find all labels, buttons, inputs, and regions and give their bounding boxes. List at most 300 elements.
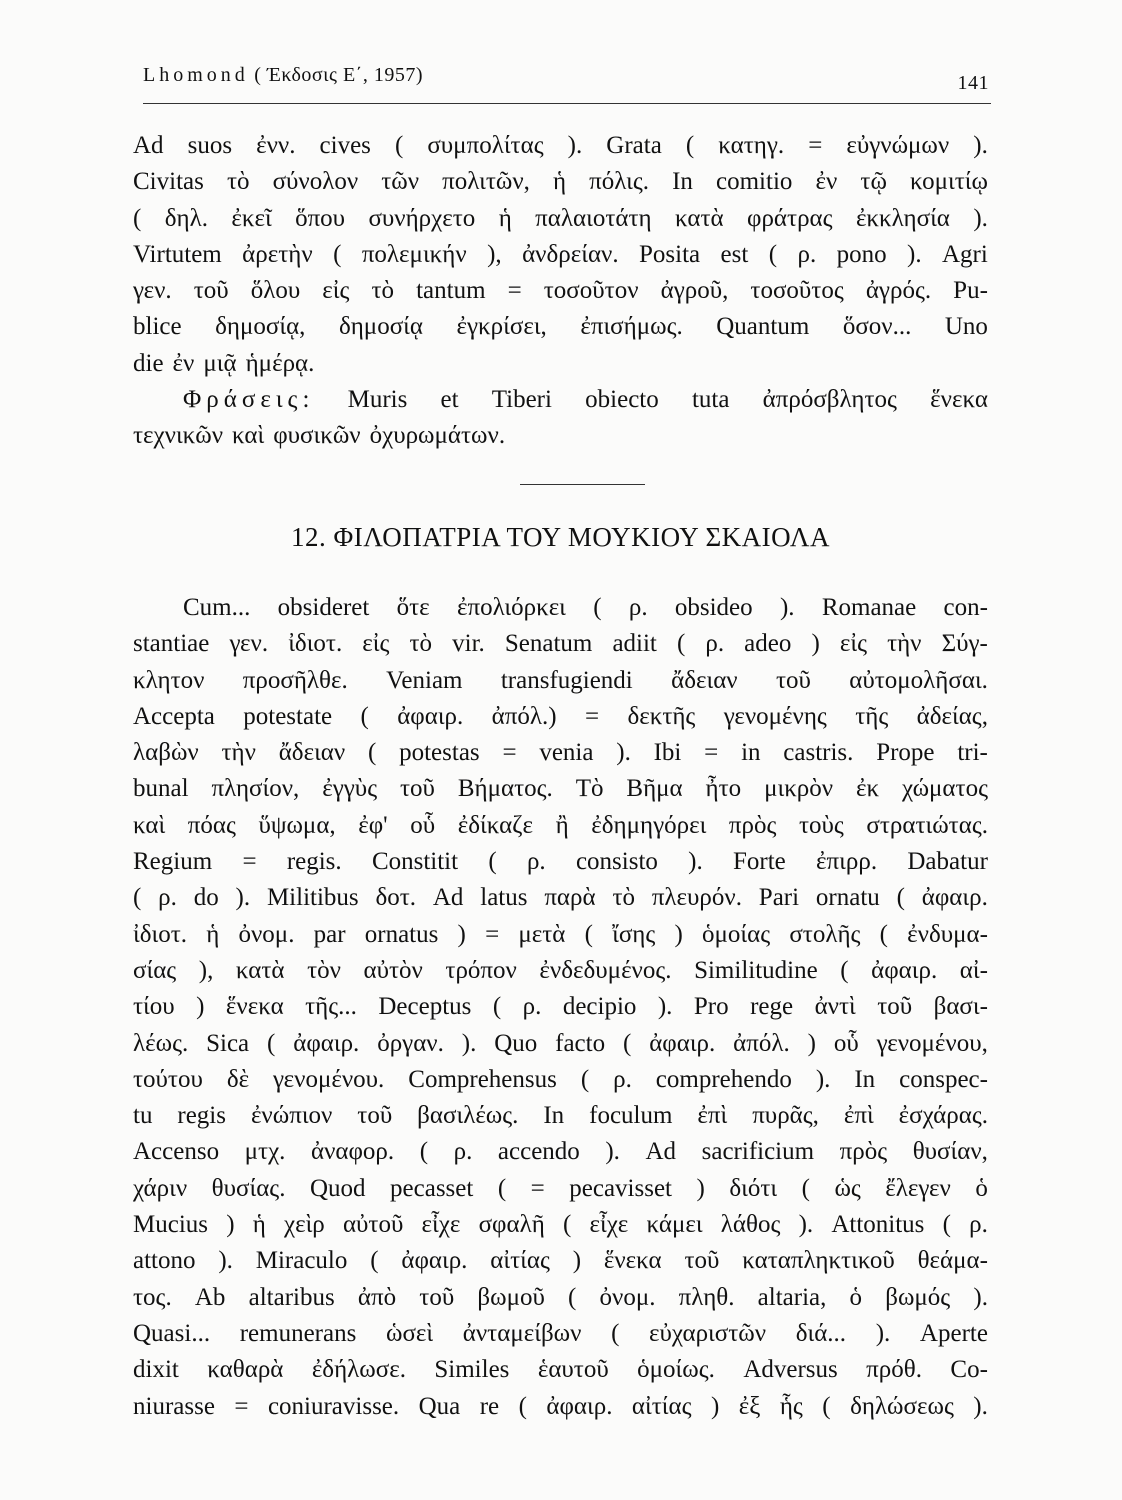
word: Tiberi	[491, 386, 552, 414]
word: βωμοῦ	[477, 1283, 545, 1311]
word: ἐγγὺς	[322, 775, 378, 803]
word: (	[497, 1174, 507, 1202]
word: (	[488, 848, 497, 876]
word: (	[568, 1283, 577, 1311]
word: ἐκ	[856, 775, 880, 803]
header-rule	[143, 103, 991, 104]
word: ἐν	[815, 168, 838, 196]
word: foculum	[589, 1102, 673, 1130]
text-line	[133, 663, 988, 699]
word: τρόπον	[445, 956, 517, 984]
word: μετὰ	[518, 920, 566, 948]
word: πυρᾶς,	[752, 1102, 819, 1130]
word: (	[133, 204, 142, 232]
word: obsideo	[674, 594, 753, 621]
word: Forte	[733, 848, 786, 876]
word: ἐξ	[738, 1392, 761, 1420]
word: μιᾷ	[203, 349, 237, 377]
word: ἐδημηγόρει	[591, 811, 707, 839]
word: ἀντὶ	[814, 993, 856, 1021]
word: ἀφαιρ.	[401, 1247, 468, 1275]
word: εἰς	[322, 277, 350, 305]
word: die	[133, 349, 164, 377]
word: (	[942, 1211, 951, 1239]
word: ἡ	[498, 204, 512, 232]
word: ὀχυρωμάτων.	[369, 422, 506, 450]
word: (	[562, 1211, 572, 1239]
word: (	[360, 702, 369, 730]
word: Virtutem	[133, 240, 222, 268]
word: ἐπολιόρκει	[456, 594, 566, 621]
word: οὗ	[833, 1029, 859, 1057]
text-line	[133, 1026, 988, 1062]
word: ἐπὶ	[843, 1102, 874, 1130]
section-separator	[520, 484, 645, 485]
word: τὸ	[409, 630, 433, 658]
word: accendo	[497, 1138, 580, 1166]
word: Pari	[758, 884, 800, 912]
vocabulary-notes-12	[133, 590, 988, 1425]
word: τῶν	[381, 168, 420, 196]
word: latus	[480, 884, 528, 912]
word: ἀφαιρ.	[871, 956, 938, 984]
word: Dabatur	[907, 848, 988, 876]
word: Τὸ	[575, 775, 604, 803]
word: προσῆλθε.	[242, 666, 348, 694]
word: Prope	[876, 739, 935, 767]
word: Civitas	[133, 168, 204, 196]
word: κλητον	[133, 666, 205, 694]
word: ὁ	[975, 1174, 988, 1202]
word: ).	[461, 1029, 477, 1057]
word: consisto	[575, 848, 658, 876]
word: =	[242, 848, 257, 876]
word: tantum	[416, 277, 486, 305]
word: ρ.	[705, 630, 725, 658]
word: ἐνδεδυμένος.	[539, 956, 672, 984]
text-line	[133, 418, 988, 454]
word: τοῦ	[419, 1283, 455, 1311]
word: τοῦ	[684, 1247, 720, 1275]
word: ἀνταμείβων	[462, 1319, 582, 1347]
word: ἐπὶ	[697, 1102, 728, 1130]
word: τὸ	[371, 277, 395, 305]
word: Attonitus	[831, 1211, 925, 1239]
text-line	[133, 953, 988, 989]
word: Militibus	[266, 884, 359, 912]
word: χώματος	[902, 775, 988, 803]
word: γεν.	[133, 277, 172, 305]
word: ὀνομ.	[599, 1283, 656, 1311]
word: (	[368, 739, 377, 767]
word: ἀφαιρ.	[649, 1029, 716, 1057]
word: conspec-	[899, 1065, 988, 1093]
word: βωμός	[885, 1283, 951, 1311]
header-source	[143, 64, 423, 87]
word: θυσίαν,	[912, 1138, 988, 1166]
word: =	[485, 920, 500, 948]
word: ἐδήλωσε.	[311, 1356, 406, 1384]
word: par	[313, 920, 346, 948]
word: αὐτομολῆσαι.	[849, 666, 988, 694]
word: καὶ	[232, 422, 265, 450]
word: σφαλῆ	[478, 1211, 545, 1239]
word: τεχνικῶν	[133, 422, 224, 450]
word: συνήρχετο	[368, 204, 476, 232]
word: γενομένου.	[273, 1065, 385, 1093]
word: αἰ-	[959, 956, 988, 984]
word: ἀδείας,	[916, 702, 988, 730]
word: ἰδιοτ.	[288, 630, 343, 658]
word: χάριν	[133, 1174, 188, 1202]
word: obiecto	[585, 386, 659, 414]
text-line	[133, 1062, 988, 1098]
word: ἐκκλησία	[855, 204, 950, 232]
word: συμπολίτας	[427, 132, 544, 159]
word: )	[811, 630, 820, 658]
word: ἀφαιρ.	[921, 884, 988, 912]
word: σίας	[133, 956, 177, 984]
word: ἐγκρίσει,	[456, 313, 547, 341]
word: con-	[943, 594, 988, 621]
text-line	[133, 346, 988, 382]
phrases-label: Φράσεις:	[183, 386, 315, 414]
word: ἐδίκαζε	[457, 811, 534, 839]
word: =	[704, 739, 719, 767]
word: μικρὸν	[764, 775, 834, 803]
text-line	[133, 844, 988, 880]
word: ἐφ'	[358, 811, 388, 839]
word: =	[530, 1174, 545, 1202]
word: ὀνομ.	[238, 920, 295, 948]
word: Miraculo	[255, 1247, 348, 1275]
word: πλευρόν.	[651, 884, 742, 912]
text-line	[133, 1280, 988, 1316]
word: )	[572, 1247, 582, 1275]
word: Senatum	[504, 630, 593, 658]
word: ἡ	[553, 168, 567, 196]
word: εἶχε	[589, 1211, 629, 1239]
word: ὁμοίας	[702, 920, 771, 948]
text-line	[133, 309, 988, 345]
word: ἕνεκα	[930, 386, 988, 414]
word: δεκτῆς	[627, 702, 696, 730]
word: tri-	[957, 739, 988, 767]
word: ).	[798, 1211, 814, 1239]
word: ὕψωμα,	[258, 811, 336, 839]
word: obsideret	[277, 594, 370, 621]
word: est	[720, 240, 749, 268]
word: Sica	[206, 1029, 250, 1057]
word: ἄδειαν	[278, 739, 346, 767]
word: Accenso	[133, 1138, 220, 1166]
word: pecasset	[390, 1174, 474, 1202]
word: τοῦ	[357, 1102, 393, 1130]
word: Quasi...	[133, 1319, 211, 1347]
word: Βῆμα	[626, 775, 683, 803]
word: (	[580, 1065, 590, 1093]
text-line	[133, 1316, 988, 1352]
word: ἰδιοτ.	[133, 920, 188, 948]
word: suos	[187, 132, 233, 159]
word: ἀρετὴν	[242, 240, 313, 268]
word: αἰτίας	[490, 1247, 550, 1275]
word: αὐτὸν	[363, 956, 423, 984]
running-header	[143, 64, 991, 98]
word: ).	[779, 594, 795, 621]
text-line	[133, 1171, 988, 1207]
word: τίου	[133, 993, 175, 1021]
word: (	[822, 1392, 831, 1420]
word: Similes	[434, 1356, 510, 1384]
word: ἐνν.	[256, 132, 296, 159]
word: decipio	[562, 993, 637, 1021]
word: ἧς	[779, 1392, 803, 1420]
word: ὡσεὶ	[385, 1319, 434, 1347]
word: vir.	[452, 630, 485, 658]
word: χεὶρ	[283, 1211, 325, 1239]
word: τοσοῦτον	[543, 277, 639, 305]
word: adiit	[612, 630, 657, 658]
header-author: Lhomond	[143, 64, 249, 86]
word: potestate	[243, 702, 333, 730]
word: λέως.	[133, 1029, 189, 1057]
word: Ad	[133, 132, 164, 159]
word: ).	[973, 204, 988, 232]
word: potestas	[399, 739, 480, 767]
word: ὅλου	[250, 277, 301, 305]
word: tu	[133, 1102, 153, 1130]
word: τὸ	[612, 884, 635, 912]
word: In	[854, 1065, 876, 1093]
word: καταπληκτικοῦ	[742, 1247, 895, 1275]
word: τος.	[133, 1283, 172, 1311]
word: ἴσης	[612, 920, 656, 948]
word: διά...	[795, 1319, 847, 1347]
word: (	[611, 1319, 620, 1347]
word: In	[672, 168, 693, 196]
word: καὶ	[133, 811, 166, 839]
word: πόας	[187, 811, 236, 839]
word: καθαρὰ	[207, 1356, 284, 1384]
word: Uno	[944, 313, 988, 341]
word: ).	[567, 132, 583, 159]
word: γεν.	[229, 630, 269, 658]
word: ἀφαιρ.	[293, 1029, 360, 1057]
word: βασι-	[933, 993, 988, 1021]
text-line	[133, 273, 988, 309]
word: ἀναφορ.	[311, 1138, 395, 1166]
text-line	[133, 1134, 988, 1170]
word: ἡ	[252, 1211, 266, 1239]
word: )	[674, 920, 683, 948]
word: blice	[133, 313, 182, 341]
word: εὐχαριστῶν	[649, 1319, 767, 1347]
word: τὸ	[226, 168, 250, 196]
word: ).	[235, 884, 251, 912]
word: φράτρας	[747, 204, 833, 232]
word: (	[896, 884, 905, 912]
word: ἐνώπιον	[250, 1102, 333, 1130]
word: ).	[907, 240, 922, 268]
word: ρ.	[969, 1211, 988, 1239]
word: γενομένης	[723, 702, 827, 730]
word: do	[193, 884, 219, 912]
word: (	[801, 1174, 810, 1202]
word: ρ.	[522, 993, 542, 1021]
word: παλαιοτάτη	[535, 204, 652, 232]
word: ).	[605, 1138, 620, 1166]
word: ἡμέρᾳ.	[245, 349, 315, 377]
word: comitio	[716, 168, 793, 196]
word: ).	[657, 993, 673, 1021]
word: Grata	[606, 132, 662, 159]
word: )	[196, 993, 205, 1021]
word: κάμει	[646, 1211, 703, 1239]
word: (	[133, 884, 142, 912]
word: Pu-	[953, 277, 988, 305]
word: ).	[973, 132, 988, 159]
word: ἐπισήμως.	[580, 313, 683, 341]
word: )	[696, 1174, 705, 1202]
word: ornatu	[815, 884, 880, 912]
word: Co-	[950, 1356, 988, 1384]
word: stantiae	[133, 630, 210, 658]
word: τοὺς	[798, 811, 844, 839]
word: ἄδειαν	[671, 666, 738, 694]
word: τοῦ	[775, 666, 811, 694]
word: altaria,	[757, 1283, 827, 1311]
word: ἀφαιρ.	[546, 1392, 613, 1420]
word: bunal	[133, 775, 189, 803]
word: ornatus	[364, 920, 439, 948]
word: ),	[198, 956, 214, 984]
word: ρ.	[526, 848, 546, 876]
word: dixit	[133, 1356, 179, 1384]
word: regis	[177, 1102, 226, 1130]
word: Similitudine	[694, 956, 818, 984]
word: τῆς	[855, 702, 889, 730]
word: φυσικῶν	[273, 422, 361, 450]
text-line	[133, 128, 988, 164]
word: (	[676, 630, 686, 658]
word: Accepta	[133, 702, 215, 730]
text-line	[133, 808, 988, 844]
word: ἕνεκα	[603, 1247, 662, 1275]
word: (	[584, 920, 593, 948]
word: pecavisset	[569, 1174, 672, 1202]
word: sacrificium	[701, 1138, 815, 1166]
word: Veniam	[386, 666, 463, 694]
word: ρ.	[158, 884, 177, 912]
word: οὗ	[410, 811, 436, 839]
word: Constitit	[371, 848, 459, 876]
word: transfugiendi	[500, 666, 633, 694]
word: (	[840, 956, 849, 984]
word: ).	[218, 1247, 233, 1275]
section-title: 12. ΦΙΛΟΠΑΤΡΙΑ ΤΟΥ ΜΟΥΚΙΟΥ ΣΚΑΙΟΛΑ	[291, 522, 830, 552]
word: cives	[319, 132, 371, 159]
word: Adversus	[743, 1356, 838, 1384]
word: τούτου	[133, 1065, 203, 1093]
word: Qua	[418, 1392, 461, 1420]
word: ἡ	[206, 920, 220, 948]
word: πληθ.	[678, 1283, 735, 1311]
header-edition: ( Έκδοσις Ε΄, 1957)	[254, 64, 423, 86]
word: Βήματος.	[457, 775, 553, 803]
word: σύνολον	[272, 168, 359, 196]
word: διότι	[729, 1174, 778, 1202]
word: πολιτῶν,	[442, 168, 530, 196]
word: ).	[815, 1065, 831, 1093]
word: ὅσον...	[842, 313, 912, 341]
text-line	[133, 1243, 988, 1279]
word: ἐν	[172, 349, 195, 377]
word: Ad	[645, 1138, 677, 1166]
word: rege	[750, 993, 794, 1021]
word: ).	[973, 1283, 988, 1311]
phrases-line	[133, 382, 988, 418]
text-line	[133, 989, 988, 1025]
word: ἔλεγεν	[885, 1174, 951, 1202]
word: ρ.	[613, 1065, 632, 1093]
word: λάθος	[720, 1211, 781, 1239]
word: re	[479, 1392, 500, 1420]
text-line	[133, 1389, 988, 1425]
word: κομιτίῳ	[910, 168, 988, 196]
word: τὴν	[221, 739, 256, 767]
word: ἀνδρείαν.	[522, 240, 619, 268]
word: castris.	[783, 739, 854, 767]
word: ρ.	[628, 594, 648, 621]
text-line	[133, 237, 988, 273]
word: ),	[487, 240, 502, 268]
word: ).	[688, 848, 703, 876]
word: Quantum	[716, 313, 810, 341]
word: ἐσχάρας.	[898, 1102, 988, 1130]
word: εἰς	[839, 630, 867, 658]
word: ἢ	[555, 811, 569, 839]
word: (	[267, 1029, 276, 1057]
word: )	[457, 920, 466, 948]
word: (	[518, 1392, 527, 1420]
word: Pro	[693, 993, 729, 1021]
word: αἰτίας	[631, 1392, 692, 1420]
word: altaribus	[248, 1283, 335, 1311]
word: Quod	[309, 1174, 366, 1202]
word: Cum...	[183, 594, 251, 621]
word: παρὰ	[544, 884, 596, 912]
word: Posita	[639, 240, 701, 268]
word: remunerans	[239, 1319, 357, 1347]
word: )	[807, 1029, 816, 1057]
word: ἑαυτοῦ	[537, 1356, 609, 1384]
text-line	[133, 1098, 988, 1134]
word: εἶχε	[421, 1211, 461, 1239]
word: δημοσίᾳ	[338, 313, 423, 341]
word: (	[768, 240, 778, 268]
word: )	[710, 1392, 720, 1420]
word: Romanae	[821, 594, 917, 621]
word: pono	[836, 240, 887, 268]
word: ἀγρός.	[865, 277, 932, 305]
word: κατὰ	[675, 204, 724, 232]
text-line	[133, 626, 988, 662]
word: στρατιώτας.	[866, 811, 988, 839]
word: Mucius	[133, 1211, 208, 1239]
word: πλησίον,	[211, 775, 300, 803]
word: Σύγ-	[941, 630, 988, 658]
